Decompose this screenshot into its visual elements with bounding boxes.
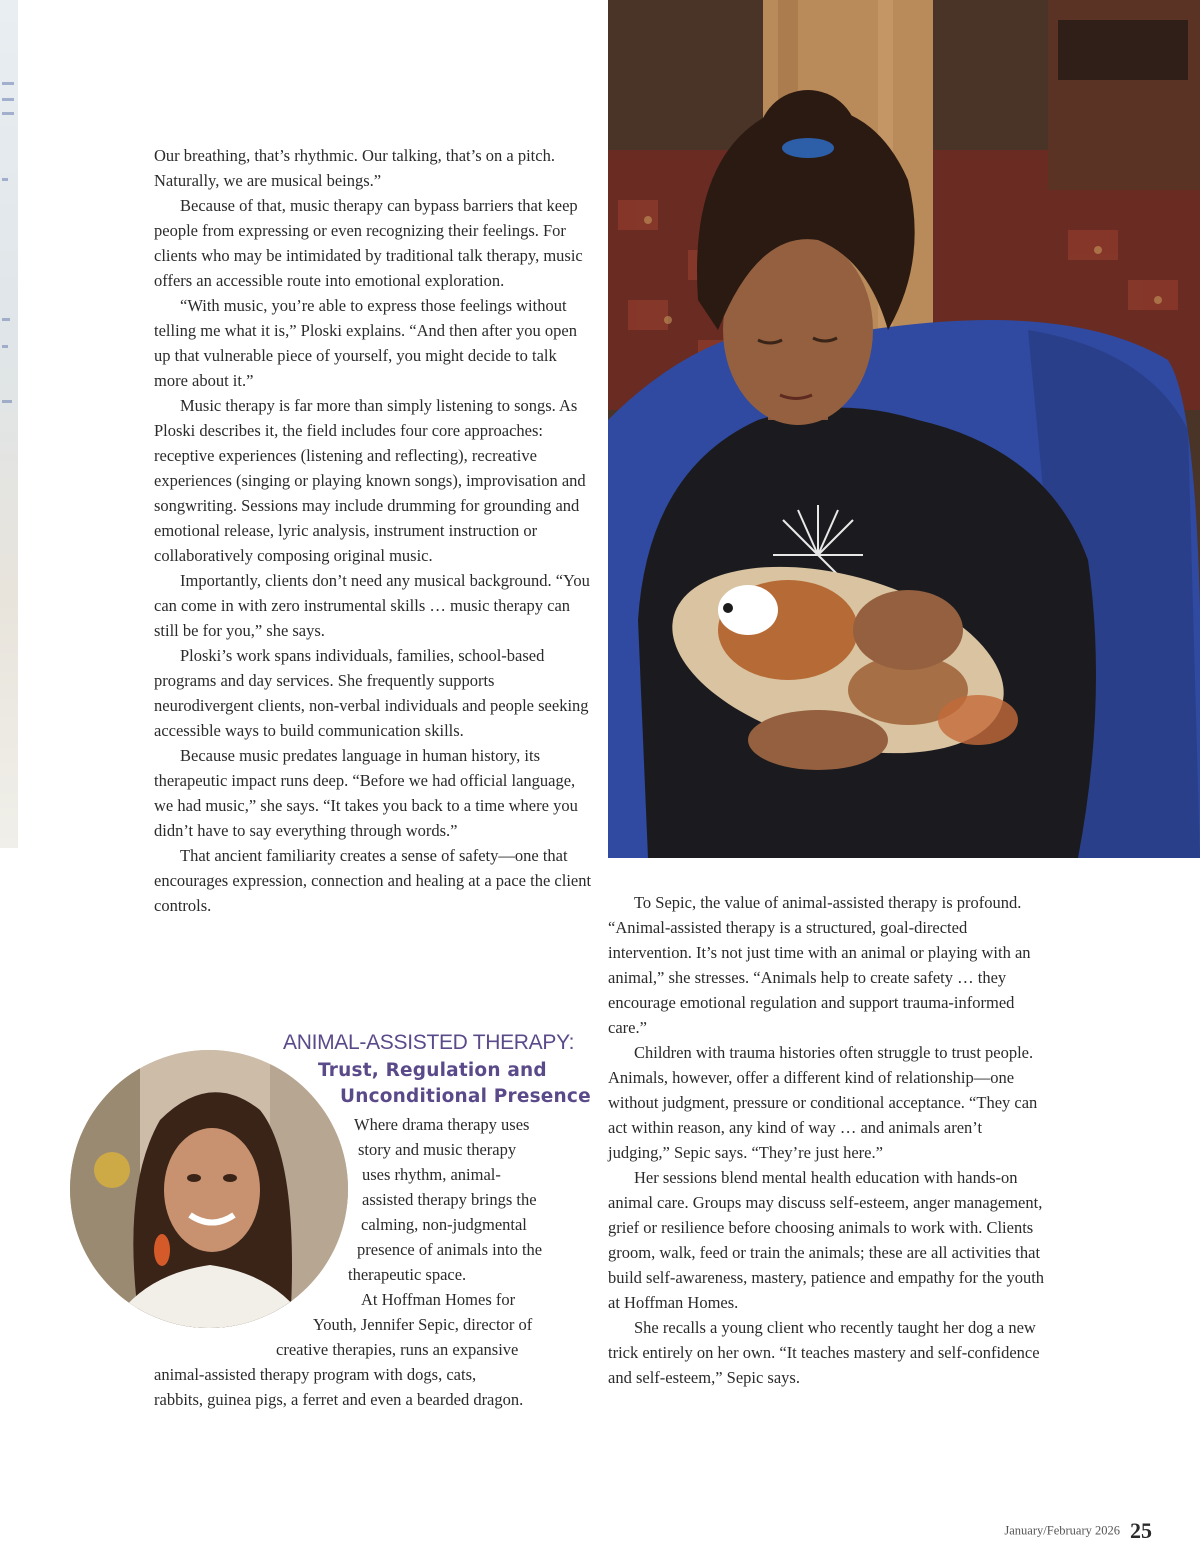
wrap-text-line: story and music therapy [358,1140,517,1159]
wrap-text-line: At Hoffman Homes for [361,1290,516,1309]
paragraph: Because of that, music therapy can bypass barriers that keep people from expressing or even recognizing their feelings. For clients who may be intimidated by traditional talk therapy, music offers an accessible route into emotional exploration. [154,196,583,290]
photo-illustration [608,0,1200,858]
paragraph: “With music, you’re able to express those feelings without telling me what it is,” Ploski explains. “And then after you open up that vulnerable piece of yourself, you might decide to talk more about it.” [154,296,577,390]
wrap-text-line: animal-assisted therapy program with dogs, cats, [154,1365,477,1384]
article-left-column [154,143,594,918]
wrap-text-line: creative therapies, runs an expansive [276,1340,519,1359]
portrait-illustration [70,1050,348,1328]
paragraph: Importantly, clients don’t need any musical background. “You can come in with zero instrumental skills … music therapy can still be for you,” she says. [154,571,590,640]
wrap-text-line: rabbits, guinea pigs, a ferret and even a bearded dragon. [154,1390,524,1409]
wrap-text-line: Youth, Jennifer Sepic, director of [313,1315,533,1334]
wrap-text-line: uses rhythm, animal- [362,1165,501,1184]
issue-date: January/February 2026 [1004,1523,1120,1538]
wrap-text-line: calming, non-judgmental [361,1215,527,1234]
section-title-line-2: Unconditional Presence [340,1086,591,1107]
paragraph: To Sepic, the value of animal-assisted therapy is profound. “Animal-assisted therapy is a structured, goal-directed intervention. It’s not just time with an animal or playing with an animal,” she stresses. “Animals help to create safety … they encourage emotional regulation and support trauma-informed care.” [608,893,1031,1037]
paragraph: She recalls a young client who recently taught her dog a new trick entirely on her own. “It teaches mastery and self-confidence and self-esteem,” Sepic says. [608,1318,1040,1387]
section-kicker: ANIMAL-ASSISTED THERAPY: [283,1031,575,1054]
main-photo [608,0,1200,858]
wrap-text-line: therapeutic space. [348,1265,467,1284]
paragraph: That ancient familiarity creates a sense of safety—one that encourages expression, connection and healing at a pace the client controls. [154,846,592,915]
wrap-text-line: presence of animals into the [357,1240,543,1259]
paragraph: Our breathing, that’s rhythmic. Our talking, that’s on a pitch. Naturally, we are musical beings.” [154,146,555,190]
paragraph: Because music predates language in human history, its therapeutic impact runs deep. “Before we had official language, we had music,” she says. “It takes you back to a time where you didn’t have to say everything through words.” [154,746,578,840]
wrap-text-line: Where drama therapy uses [354,1115,530,1134]
wrap-text-line: assisted therapy brings the [362,1190,537,1209]
paragraph: Ploski’s work spans individuals, families, school-based programs and day services. She frequently supports neurodivergent clients, non-verbal individuals and people seeking accessible ways to build communication skills. [154,646,589,740]
paragraph: Music therapy is far more than simply listening to songs. As Ploski describes it, the field includes four core approaches: receptive experiences (listening and reflecting), recreative experiences (singing or playing known songs), improvisation and songwriting. Sessions may include drumming for grounding and emotional release, lyric analysis, instrument instruction or collaboratively composing original music. [154,396,586,565]
left-edge-photo [0,0,18,848]
paragraph: Children with trauma histories often struggle to trust people. Animals, however, offer a different kind of relationship—one without judgment, pressure or conditional acceptance. “They can act within reason, any kind of way … and animals aren’t judging,” Sepic says. “They’re just here.” [608,1043,1038,1162]
portrait-photo [70,1050,348,1328]
section-title-line-1: Trust, Regulation and [318,1060,547,1081]
paragraph: Her sessions blend mental health education with hands-on animal care. Groups may discuss self-esteem, anger management, grief or resilience before choosing animals to work with. Clients groom, walk, feed or train the animals; these are all activities that build self-awareness, mastery, patience and empathy for the youth at Hoffman Homes. [608,1168,1045,1312]
page-footer [1004,1518,1152,1544]
article-right-column [608,890,1048,1390]
page-number: 25 [1130,1518,1152,1543]
